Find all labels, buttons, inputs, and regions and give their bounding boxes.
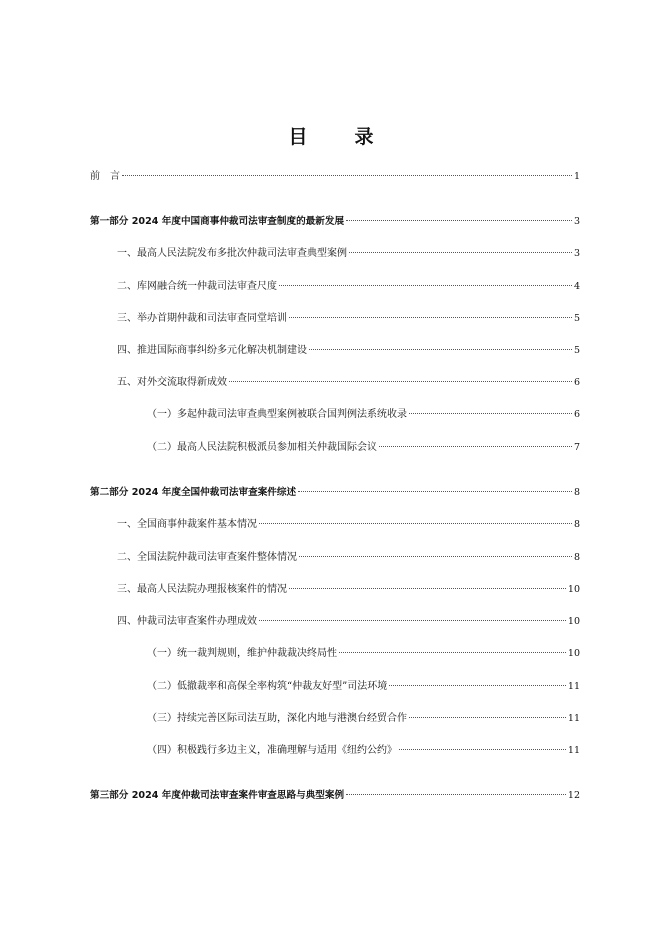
toc-entry-label: 第二部分 2024 年度全国仲裁司法审查案件综述 — [90, 487, 297, 498]
dot-leader — [259, 523, 572, 524]
toc-entry-label: 三、举办首期仲裁和司法审查同堂培训 — [117, 313, 287, 324]
dot-leader — [339, 652, 566, 653]
toc-page-number: 8 — [573, 552, 580, 563]
dot-leader — [299, 556, 572, 557]
toc-entry-2-1[interactable] — [117, 518, 580, 532]
toc-entry-1-5[interactable] — [117, 376, 580, 390]
toc-entry-part-2[interactable] — [90, 486, 580, 500]
dot-leader — [399, 749, 566, 750]
toc-entry-1-4[interactable] — [117, 344, 580, 358]
dot-leader — [409, 717, 566, 718]
toc-entry-label: 四、仲裁司法审查案件办理成效 — [117, 616, 257, 627]
toc-entry-1-3[interactable] — [117, 312, 580, 326]
dot-leader — [349, 252, 572, 253]
dot-leader — [289, 588, 566, 589]
dot-leader — [229, 381, 572, 382]
toc-page-number: 1 — [573, 171, 580, 182]
dot-leader — [259, 620, 566, 621]
toc-entry-label: 第三部分 2024 年度仲裁司法审查案件审查思路与典型案例 — [90, 790, 345, 801]
toc-entry-label: 一、最高人民法院发布多批次仲裁司法审查典型案例 — [117, 248, 347, 259]
toc-page-number: 3 — [573, 216, 580, 227]
toc-page-number: 12 — [567, 790, 580, 801]
toc-entry-part-1[interactable] — [90, 215, 580, 229]
toc-entry-1-5-1[interactable] — [147, 408, 580, 422]
toc-page-number: 5 — [573, 313, 580, 324]
toc-entry-1-2[interactable] — [117, 280, 580, 294]
toc-entry-label: 四、推进国际商事纠纷多元化解决机制建设 — [117, 345, 307, 356]
toc-entry-2-4[interactable] — [117, 615, 580, 629]
dot-leader — [379, 446, 572, 447]
toc-entry-1-5-2[interactable] — [147, 441, 580, 455]
toc-entry-label: 三、最高人民法院办理报核案件的情况 — [117, 584, 287, 595]
toc-page-number: 6 — [573, 409, 580, 420]
dot-leader — [346, 794, 566, 795]
toc-entry-label: 第一部分 2024 年度中国商事仲裁司法审查制度的最新发展 — [90, 216, 345, 227]
toc-entry-label: （三）持续完善区际司法互助，深化内地与港澳台经贸合作 — [147, 713, 407, 724]
toc-page-number: 3 — [573, 248, 580, 259]
toc-entry-label: 五、对外交流取得新成效 — [117, 377, 227, 388]
toc-entry-2-4-2[interactable] — [147, 680, 580, 694]
dot-leader — [289, 317, 572, 318]
dot-leader — [389, 685, 566, 686]
toc-page-number: 11 — [567, 745, 580, 756]
dot-leader — [309, 349, 572, 350]
page-title: 目 录 — [288, 126, 388, 148]
toc-entry-label: 前 言 — [90, 171, 120, 182]
dot-leader — [298, 491, 572, 492]
toc-page-number: 6 — [573, 377, 580, 388]
toc-page-number: 8 — [573, 487, 580, 498]
toc-page-number: 11 — [567, 681, 580, 692]
toc-entry-label: （一）统一裁判规则，维护仲裁裁决终局性 — [147, 648, 337, 659]
dot-leader — [279, 285, 572, 286]
toc-entry-part-3[interactable] — [90, 789, 580, 803]
toc-entry-label: （一）多起仲裁司法审查典型案例被联合国判例法系统收录 — [147, 409, 407, 420]
toc-entry-2-4-3[interactable] — [147, 712, 580, 726]
toc-page-number: 4 — [573, 281, 580, 292]
toc-entry-label: （四）积极践行多边主义，准确理解与适用《纽约公约》 — [147, 745, 397, 756]
toc-page-number: 11 — [567, 713, 580, 724]
toc-entry-label: 二、全国法院仲裁司法审查案件整体情况 — [117, 552, 297, 563]
toc-page-number: 10 — [567, 616, 580, 627]
toc-page-number: 10 — [567, 648, 580, 659]
toc-entry-2-3[interactable] — [117, 583, 580, 597]
toc-entry-preface[interactable] — [90, 170, 580, 184]
toc-entry-label: 一、全国商事仲裁案件基本情况 — [117, 519, 257, 530]
toc-entry-label: 二、库网融合统一仲裁司法审查尺度 — [117, 281, 277, 292]
toc-entry-label: （二）低撤裁率和高保全率构筑“仲裁友好型”司法环境 — [147, 681, 388, 692]
toc-entry-label: （二）最高人民法院积极派员参加相关仲裁国际会议 — [147, 442, 377, 453]
toc-entry-2-2[interactable] — [117, 551, 580, 565]
dot-leader — [409, 413, 572, 414]
toc-page-number: 5 — [573, 345, 580, 356]
toc-entry-2-4-4[interactable] — [147, 744, 580, 758]
toc-page-number: 10 — [567, 584, 580, 595]
toc-page-number: 7 — [573, 442, 580, 453]
toc-entry-2-4-1[interactable] — [147, 647, 580, 661]
dot-leader — [346, 220, 572, 221]
toc-entry-1-1[interactable] — [117, 247, 580, 261]
toc-page-number: 8 — [573, 519, 580, 530]
dot-leader — [122, 175, 572, 176]
